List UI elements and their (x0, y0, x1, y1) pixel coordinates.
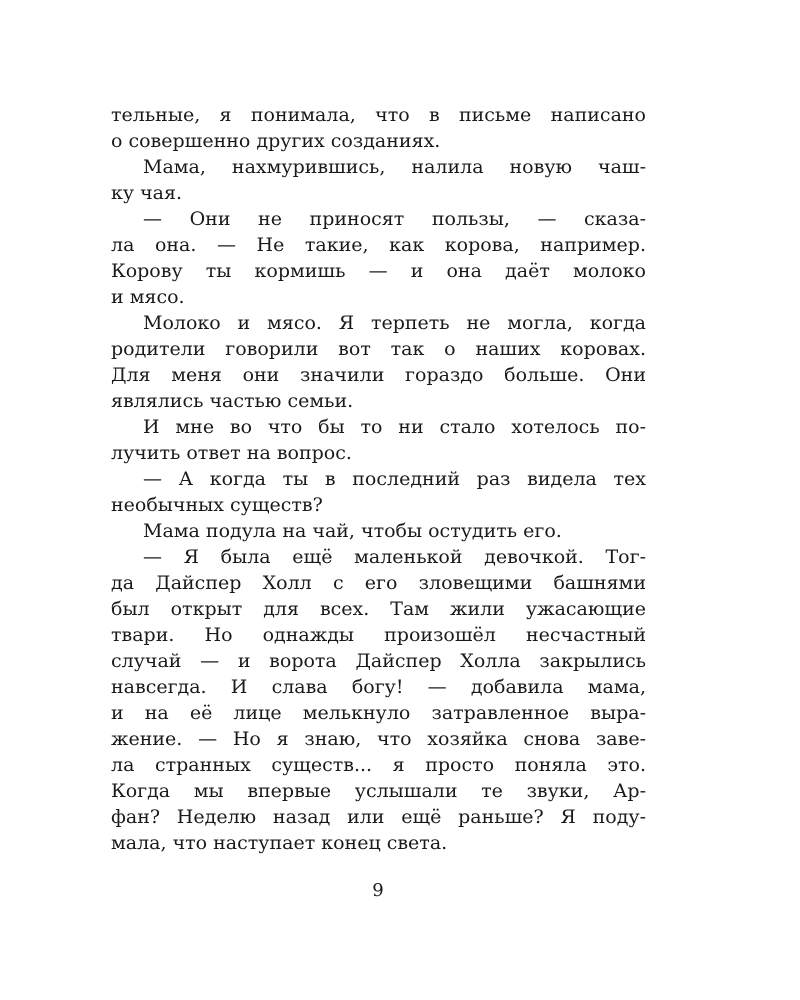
text-line: мала, что наступает конец света. (111, 832, 448, 854)
text-line: Когда мы впервые услышали те звуки, Ар- (111, 780, 646, 802)
text-line: навсегда. И слава богу! — добавила мама, (111, 676, 646, 698)
text-line: и мясо. (111, 286, 185, 308)
text-line: случай — и ворота Дайспер Холла закрылись (111, 650, 646, 672)
text-line: — А когда ты в последний раз видела тех (143, 468, 646, 490)
text-line: был открыт для всех. Там жили ужасающие (111, 598, 646, 620)
text-line: Мама, нахмурившись, налила новую чаш- (143, 156, 646, 178)
text-line: — Я была ещё маленькой девочкой. Тог- (143, 546, 646, 568)
text-line: твари. Но однажды произошёл несчастный (111, 624, 646, 646)
text-line: фан? Неделю назад или ещё раньше? Я поду- (111, 806, 646, 828)
page-number: 9 (372, 880, 384, 901)
text-line: лучить ответ на вопрос. (111, 442, 352, 464)
text-line: ку чая. (111, 182, 183, 204)
book-page-text (111, 102, 646, 856)
text-line: и на её лице мелькнуло затравленное выра- (111, 702, 646, 724)
text-line: Для меня они значили гораздо больше. Они (111, 364, 646, 386)
text-line: о совершенно других созданиях. (111, 130, 441, 152)
text-line: Корову ты кормишь — и она даёт молоко (111, 260, 646, 282)
text-line: Молоко и мясо. Я терпеть не могла, когда (143, 312, 646, 334)
text-line: да Дайспер Холл с его зловещими башнями (111, 572, 646, 594)
text-line: ла странных существ... я просто поняла это. (111, 754, 646, 776)
text-line: родители говорили вот так о наших коровах. (111, 338, 646, 360)
text-line: И мне во что бы то ни стало хотелось по- (143, 416, 646, 438)
text-line: ла она. — Не такие, как корова, например. (111, 234, 646, 256)
text-line: необычных существ? (111, 494, 323, 516)
text-line: жение. — Но я знаю, что хозяйка снова заве- (111, 728, 646, 750)
text-line: тельные, я понимала, что в письме написано (111, 104, 646, 126)
text-line: — Они не приносят пользы, — сказа- (143, 208, 646, 230)
text-line: являлись частью семьи. (111, 390, 354, 412)
text-line: Мама подула на чай, чтобы остудить его. (143, 520, 562, 542)
